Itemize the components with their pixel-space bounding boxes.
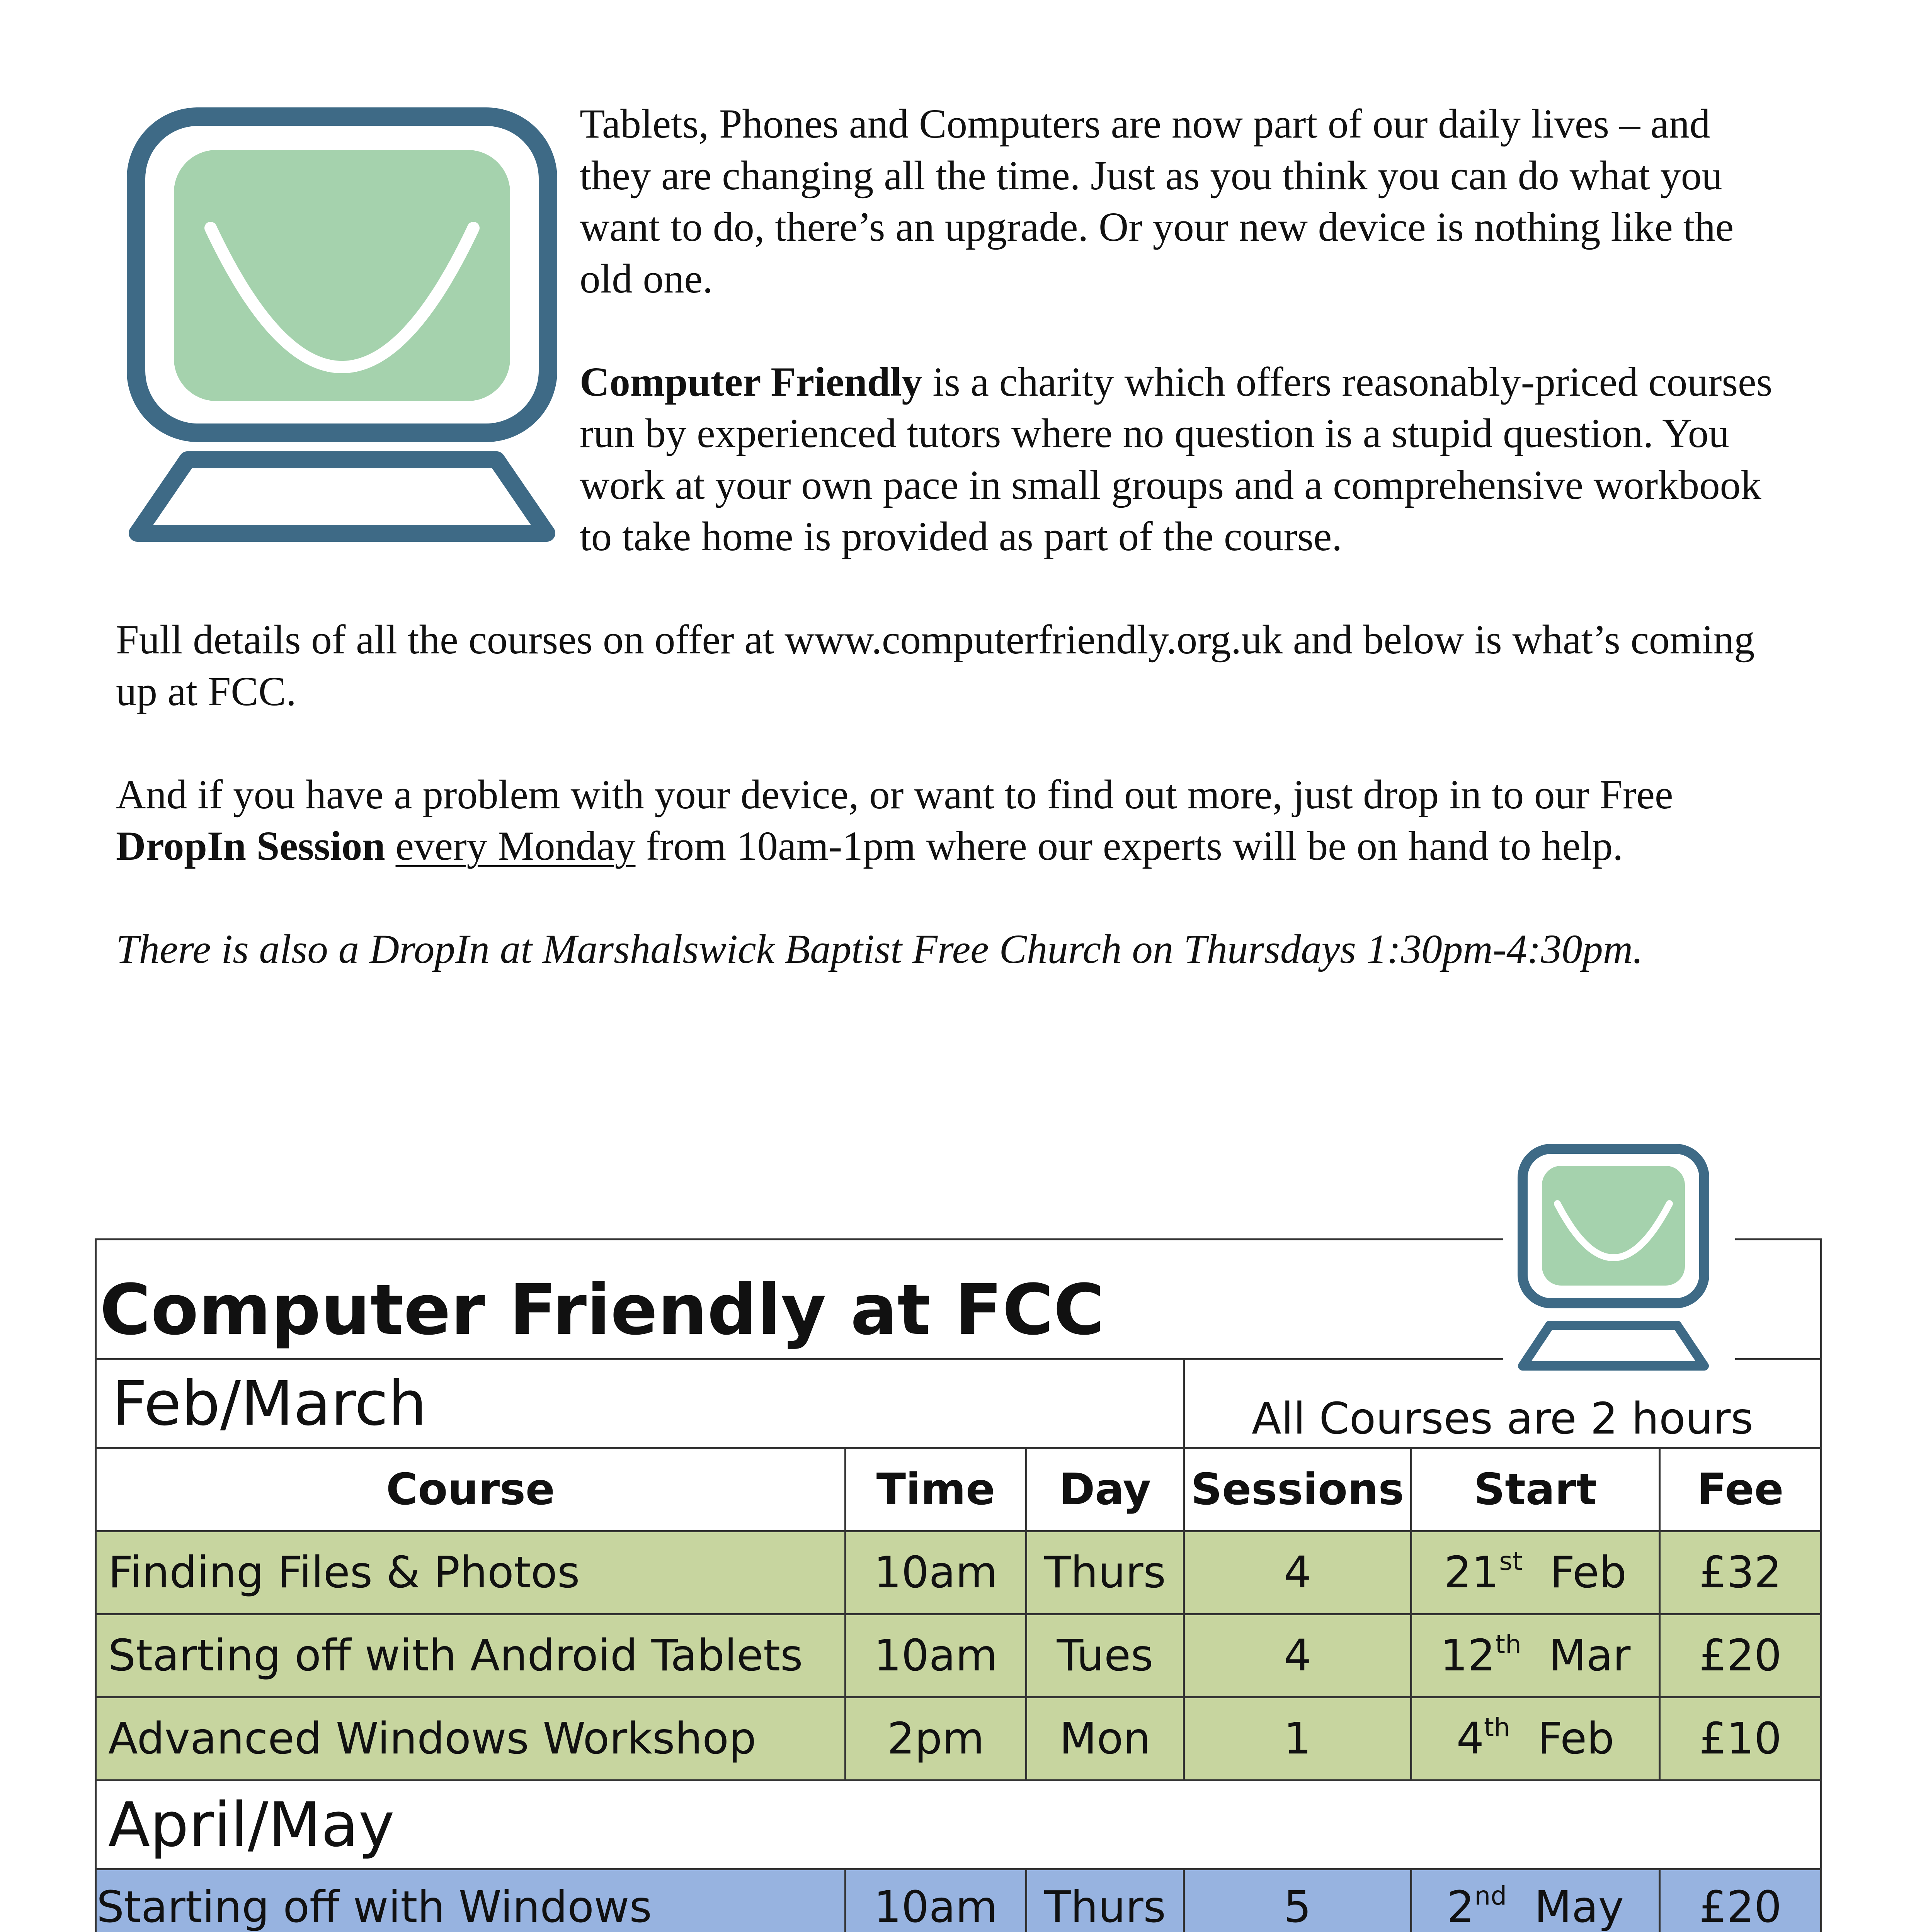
table-row — [96, 1614, 1821, 1697]
period-feb-march: Feb/March — [96, 1359, 1184, 1448]
course-start: 21st Feb — [1411, 1531, 1660, 1614]
header-time: Time — [846, 1448, 1026, 1531]
header-day: Day — [1026, 1448, 1184, 1531]
course-time: 2pm — [846, 1697, 1026, 1781]
intro-paragraph-2: Computer Friendly is a charity which offers reasonably-priced courses run by experienced tutors where no question is a stupid question. You work at your own pace in small groups and a comprehensive workbook to take home is provided as part of the course. — [580, 359, 1773, 560]
course-name: Finding Files & Photos — [96, 1531, 846, 1614]
header-course: Course — [96, 1448, 846, 1531]
course-sessions: 4 — [1184, 1531, 1411, 1614]
table-row — [96, 1697, 1821, 1781]
course-day: Tues — [1026, 1614, 1184, 1697]
course-start: 12th Mar — [1411, 1614, 1660, 1697]
course-start: 2nd May — [1411, 1869, 1660, 1932]
course-sessions: 1 — [1184, 1697, 1411, 1781]
course-time: 10am — [846, 1869, 1026, 1932]
course-day: Thurs — [1026, 1531, 1184, 1614]
header-fee: Fee — [1660, 1448, 1821, 1531]
header-start: Start — [1411, 1448, 1660, 1531]
computer-smiley-small-logo-icon — [1503, 1142, 1735, 1378]
timetable-title: Computer Friendly at FCC — [100, 1270, 1104, 1350]
intro-text — [116, 99, 1789, 976]
course-fee: £10 — [1660, 1697, 1821, 1781]
course-fee: £20 — [1660, 1614, 1821, 1697]
brand-name: Computer Friendly — [580, 359, 922, 405]
intro-paragraph-1: Tablets, Phones and Computers are now part of our daily lives – and they are changing all the time. Just as you think you can do what you want to do, there’s an upgrade. Or your new device is nothing like the old one. — [580, 101, 1734, 302]
intro-paragraph-5: There is also a DropIn at Marshalswick Baptist Free Church on Thursdays 1:30pm-4:30pm. — [116, 927, 1643, 972]
course-start: 4th Feb — [1411, 1697, 1660, 1781]
header-sessions: Sessions — [1184, 1448, 1411, 1531]
table-row — [96, 1531, 1821, 1614]
course-time: 10am — [846, 1614, 1026, 1697]
course-fee: £20 — [1660, 1869, 1821, 1932]
every-monday-text: every Monday — [395, 823, 636, 869]
course-fee: £32 — [1660, 1531, 1821, 1614]
course-name: Advanced Windows Workshop — [96, 1697, 846, 1781]
period-april-may: April/May — [96, 1781, 1821, 1869]
duration-note: All Courses are 2 hours — [1184, 1359, 1821, 1448]
course-day: Mon — [1026, 1697, 1184, 1781]
course-time: 10am — [846, 1531, 1026, 1614]
intro-paragraph-3: Full details of all the courses on offer at www.computerfriendly.org.uk and below is what’s coming up at FCC. — [116, 617, 1755, 714]
course-day: Thurs — [1026, 1869, 1184, 1932]
course-sessions: 5 — [1184, 1869, 1411, 1932]
course-name: Starting off with Android Tablets — [96, 1614, 846, 1697]
header-row — [96, 1448, 1821, 1531]
table-row — [96, 1869, 1821, 1932]
dropin-session-label: DropIn Session — [116, 823, 385, 869]
course-sessions: 4 — [1184, 1614, 1411, 1697]
course-name: Starting off with Windows — [96, 1869, 846, 1932]
intro-paragraph-4: And if you have a problem with your device, or want to find out more, just drop in to our Free DropIn Session every Monday from 10am-1pm where our experts will be on hand to help. — [116, 772, 1673, 869]
